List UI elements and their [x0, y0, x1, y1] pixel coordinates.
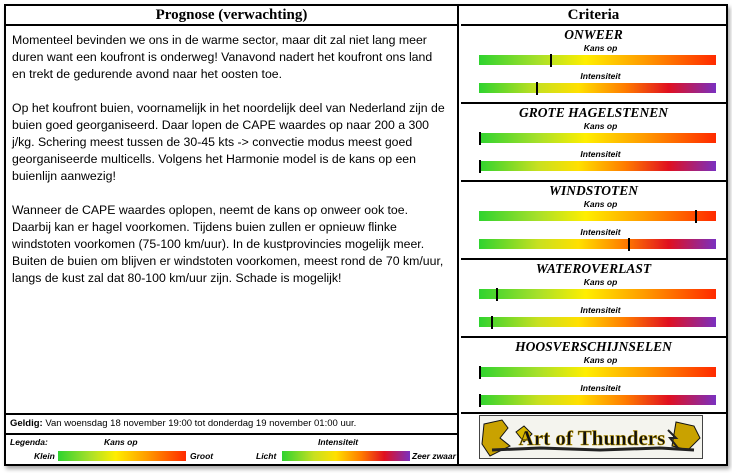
legend-label: Legenda: — [10, 437, 48, 447]
kans-bar — [479, 211, 716, 221]
intensiteit-marker — [479, 394, 481, 407]
legend — [6, 435, 457, 464]
prognose-paragraph-2: Op het koufront buien, voornamelijk in het noordelijk deel van Nederland zijn de buien goed georganiseerd. Daar lopen de CAPE waardes op naar 200 a 300 j/kg. Schering meest tussen de 30-45 kts -> convectie modus meest goed georganiseerde multicells. Volgens het Harmonie model is de kans op een buienlijn aanwezig! — [12, 101, 445, 183]
legend-kans-max: Groot — [190, 451, 214, 461]
validity-line — [6, 413, 457, 435]
intensiteit-label: Intensiteit — [580, 149, 621, 159]
kans-bar — [479, 133, 716, 143]
criteria-list — [461, 26, 726, 414]
legend-intensiteit-bar — [282, 451, 410, 461]
legend-kans-bar — [58, 451, 186, 461]
kans-label: Kans op — [583, 355, 618, 365]
prognose-header: Prognose (verwachting) — [6, 6, 457, 26]
intensiteit-bar — [479, 83, 716, 93]
intensiteit-bar — [479, 161, 716, 171]
kans-marker — [479, 366, 481, 379]
criteria-block-grote-hagelstenen — [461, 104, 726, 182]
criteria-title: HOOSVERSCHIJNSELEN — [515, 339, 672, 354]
intensiteit-bar — [479, 317, 716, 327]
kans-label: Kans op — [583, 121, 618, 131]
weather-warning-panel — [4, 4, 728, 466]
kans-bar — [479, 55, 716, 65]
kans-bar — [479, 367, 716, 377]
prognose-paragraph-3: Wanneer de CAPE waardes oplopen, neemt de kans op onweer ook toe. Daarbij kan er hagel voorkomen. Tijdens buien zullen er opnieuw flinke windstoten voorkomen (75-100 km/uur). In de kustprovincies mogelijk meer. Buiten de buien om blijven er windstoten voorkomen, meest rond de 70 km/uur, langs de kust zal dat 80-100 km/uur zijn. Schade is mogelijk! — [12, 203, 444, 285]
criteria-column — [461, 6, 726, 464]
legend-int-min: Licht — [256, 451, 277, 461]
kans-marker — [695, 210, 697, 223]
criteria-block-windstoten — [461, 182, 726, 260]
kans-label: Kans op — [583, 277, 618, 287]
kans-marker — [479, 132, 481, 145]
intensiteit-marker — [479, 160, 481, 173]
criteria-block-wateroverlast — [461, 260, 726, 338]
criteria-header: Criteria — [461, 6, 726, 26]
logo-text: Art of Thunders — [518, 426, 666, 450]
criteria-block-hoosverschijnselen — [461, 338, 726, 414]
prognose-column — [6, 6, 459, 464]
criteria-block-onweer — [461, 26, 726, 104]
intensiteit-label: Intensiteit — [580, 305, 621, 315]
legend-kans-min: Klein — [34, 451, 55, 461]
validity-text: Van woensdag 18 november 19:00 tot donderdag 19 november 01:00 uur. — [42, 418, 357, 429]
validity-label: Geldig: — [10, 418, 43, 429]
legend-kans-label: Kans op — [104, 437, 138, 447]
intensiteit-marker — [491, 316, 493, 329]
intensiteit-bar — [479, 395, 716, 405]
logo-graphic — [480, 416, 703, 459]
intensiteit-label: Intensiteit — [580, 383, 621, 393]
criteria-title: ONWEER — [564, 27, 623, 42]
intensiteit-marker — [628, 238, 630, 251]
kans-label: Kans op — [583, 43, 618, 53]
intensiteit-label: Intensiteit — [580, 227, 621, 237]
prognose-paragraph-1: Momenteel bevinden we ons in de warme sector, maar dit zal niet lang meer duren want een koufront is onderweg! Vanavond nadert het koufront ons land en trekt de gedurende avond naar het oosten toe. — [12, 33, 433, 81]
kans-bar — [479, 289, 716, 299]
art-of-thunders-logo — [479, 415, 703, 459]
criteria-title: GROTE HAGELSTENEN — [519, 105, 668, 120]
legend-intensiteit-label: Intensiteit — [318, 437, 359, 447]
kans-marker — [496, 288, 498, 301]
legend-int-max: Zeer zwaar — [412, 451, 456, 461]
criteria-title: WINDSTOTEN — [548, 183, 638, 198]
prognose-text — [6, 26, 457, 411]
intensiteit-label: Intensiteit — [580, 71, 621, 81]
criteria-title: WATEROVERLAST — [535, 261, 652, 276]
kans-label: Kans op — [583, 199, 618, 209]
intensiteit-bar — [479, 239, 716, 249]
intensiteit-marker — [536, 82, 538, 95]
kans-marker — [550, 54, 552, 67]
